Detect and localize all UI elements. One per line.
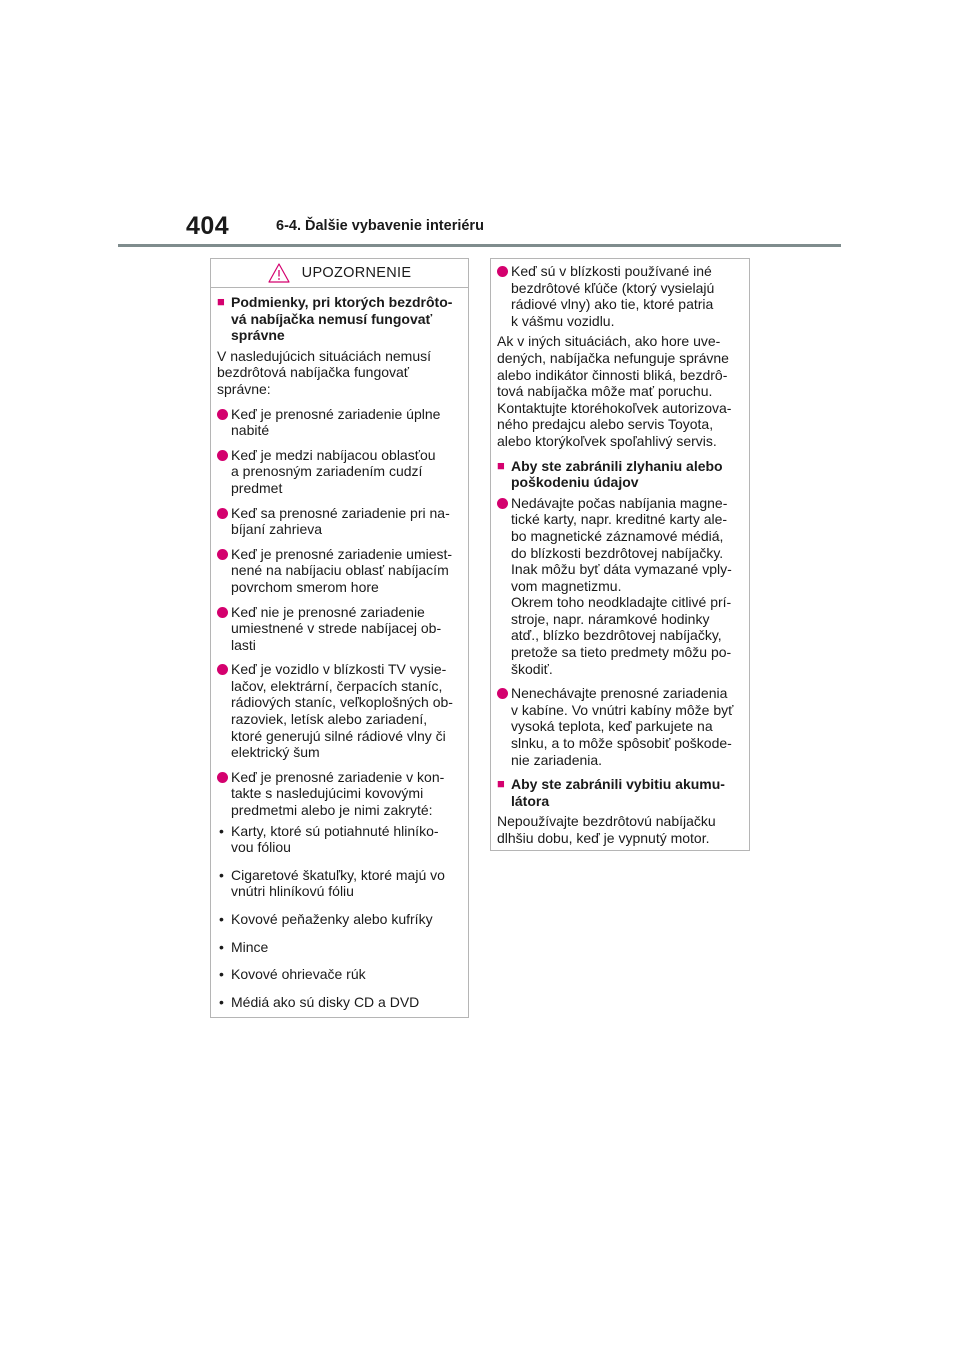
section-heading: ■ Aby ste zabránili vybitiu akumu- látora: [497, 776, 725, 809]
circle-bullet-icon: [217, 447, 231, 497]
list-item: Keď je prenosné zariadenie úplne nabité: [217, 406, 461, 439]
dot-bullet-icon: •: [219, 993, 224, 1010]
paragraph: Ak v iných situáciách, ako hore uve- dených, nabíjačka nefunguje správne alebo indikátor činnosti bliká, bezdrô- tová nabíjačka môže mať poruchu. Kontaktujte ktoréhokoľvek autorizova- ného predajcu alebo servis Toyota, alebo ktorýkoľvek spoľahlivý servis.: [497, 333, 732, 449]
section-heading: [217, 294, 461, 344]
heading-text: Podmienky, pri ktorých bezdrôto- vá nabíjačka nemusí fungovať správne: [231, 294, 453, 344]
list-item: Keď je prenosné zariadenie umiest- nené na nabíjaciu oblasť nabíjacím povrchom smerom hore: [217, 546, 461, 596]
square-bullet-icon: ■: [217, 294, 225, 309]
dot-bullet-icon: •: [219, 866, 224, 883]
square-bullet-icon: ■: [497, 457, 505, 473]
circle-bullet-icon: [217, 769, 231, 819]
sub-list-item: • Mince: [219, 938, 269, 955]
circle-bullet-icon: [217, 661, 231, 761]
sub-list-item: • Cigaretové škatuľky, ktoré majú vo vnútri hliníkovú fóliu: [219, 866, 445, 900]
section-title: 6-4. Ďalšie vybavenie interiéru: [276, 218, 484, 234]
list-item: Keď je vozidlo v blízkosti TV vysie- lačov, elektrární, čerpacích staníc, rádiových staníc, veľkoplošných ob- razoviek, letísk alebo zariadení, ktoré generujú silné rádiové vlny či elektrický šum: [217, 661, 461, 761]
warning-header: [211, 259, 468, 287]
list-item: Nedávajte počas nabíjania magne- tické karty, napr. kreditné karty ale- bo magnetické záznamové médiá, do blízkosti bezdrôtovej nabíjačky. Inak môžu byť dáta vymazané vply- vom magnetizmu. Okrem toho neodkladajte citlivé prí- stroje, napr. náramkové hodinky atď., blízko bezdrôtovej nabíjačky, pretože sa tieto predmety môžu po- škodiť.: [497, 495, 742, 678]
sub-list-item: • Médiá ako sú disky CD a DVD: [219, 993, 420, 1010]
sub-list-item: • Kovové peňaženky alebo kufríky: [219, 911, 433, 927]
dot-bullet-icon: •: [219, 966, 224, 983]
circle-bullet-icon: [217, 604, 231, 654]
circle-bullet-icon: [217, 505, 231, 538]
page-number: 404: [186, 212, 230, 240]
sub-list-item: • Karty, ktoré sú potiahnuté hliníko- vou fóliou: [219, 822, 439, 856]
dot-bullet-icon: •: [219, 822, 224, 839]
square-bullet-icon: ■: [497, 776, 505, 792]
circle-bullet-icon: [217, 546, 231, 596]
dot-bullet-icon: •: [219, 911, 224, 927]
warning-triangle-icon: [268, 263, 290, 283]
warning-box-continued: [490, 258, 750, 851]
list-item: Keď sú v blízkosti používané iné bezdrôtové kľúče (ktorý vysielajú rádiové vlny) ako tie, ktoré patria k vášmu vozidlu.: [497, 263, 742, 329]
circle-bullet-icon: [497, 495, 511, 678]
list-item: Keď sa prenosné zariadenie pri na- bíjaní zahrieva: [217, 505, 461, 538]
circle-bullet-icon: [217, 406, 231, 439]
warning-title: UPOZORNENIE: [301, 264, 412, 281]
sub-list-item: • Kovové ohrievače rúk: [219, 966, 366, 983]
section-heading: ■ Aby ste zabránili zlyhaniu alebo poškodeniu údajov: [497, 457, 723, 491]
paragraph: Nepoužívajte bezdrôtovú nabíjačku dlhšiu dobu, keď je vypnutý motor.: [497, 813, 716, 846]
list-item: Keď je medzi nabíjacou oblasťou a prenosným zariadením cudzí predmet: [217, 447, 461, 497]
list-item: Nenechávajte prenosné zariadenia v kabíne. Vo vnútri kabíny môže byť vysoká teplota, keď parkujete na slnku, a to môže spôsobiť poškode- nie zariadenia.: [497, 685, 742, 768]
list-item: Keď je prenosné zariadenie v kon- takte s nasledujúcimi kovovými predmetmi alebo je nimi zakryté:: [217, 769, 461, 819]
list-item: Keď nie je prenosné zariadenie umiestnené v strede nabíjacej ob- lasti: [217, 604, 461, 654]
circle-bullet-icon: [497, 263, 511, 329]
header-divider: [118, 244, 841, 247]
intro-text: V nasledujúcich situáciách nemusí bezdrôtová nabíjačka fungovať správne:: [217, 347, 432, 397]
circle-bullet-icon: [497, 685, 511, 768]
dot-bullet-icon: •: [219, 938, 224, 955]
warning-box: [210, 258, 469, 1018]
warning-header-divider: [211, 287, 468, 288]
